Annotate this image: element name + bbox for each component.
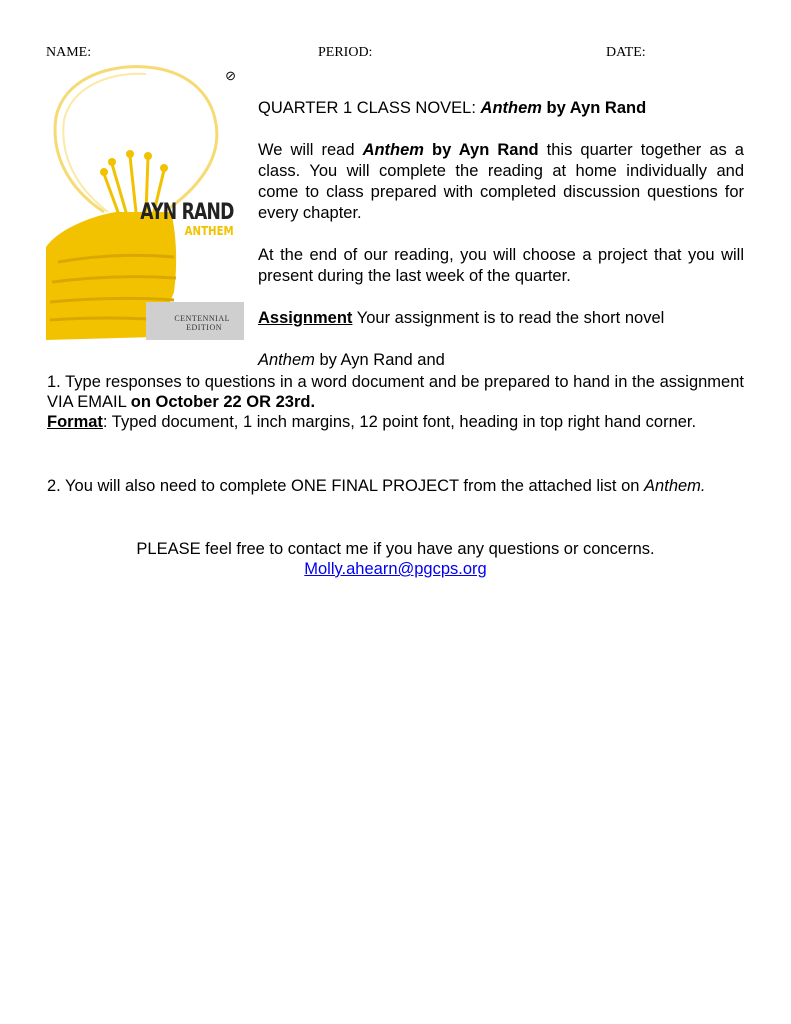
item2-text: 2. You will also need to complete ONE FINAL PROJECT from the attached list on — [47, 477, 645, 495]
intro-section — [258, 98, 744, 371]
period-label: PERIOD: — [318, 45, 373, 60]
edition-line1: CENTENNIAL — [174, 314, 230, 323]
format-label: Format — [47, 413, 103, 431]
assignment-paragraph — [258, 308, 744, 371]
edition-line2: EDITION — [186, 323, 222, 332]
para1-rest: this quarter together as a class. You will complete the reading at home individually and come to class prepared with completed discussion questions for every chapter. — [258, 141, 744, 222]
cover-title: ANTHEM — [184, 224, 234, 238]
closing-section — [47, 539, 744, 579]
cover-author: AYN RAND — [140, 200, 234, 225]
para1-prefix: We will read — [258, 141, 363, 159]
heading-suffix: by Ayn Rand — [541, 99, 647, 117]
assignment-text: Your assignment is to read the short novel — [352, 309, 665, 327]
format-text: : Typed document, 1 inch margins, 12 point font, heading in top right hand corner. — [102, 413, 697, 431]
name-label: NAME: — [46, 45, 92, 60]
heading-prefix: QUARTER 1 CLASS NOVEL: — [258, 99, 481, 117]
book-cover-image — [46, 62, 244, 340]
item-2 — [47, 476, 744, 496]
intro-paragraph — [258, 140, 744, 224]
page-title — [258, 98, 744, 119]
item1-text: 1. Type responses to questions in a word document and be prepared to hand in the assignment VIA EMAIL — [47, 373, 744, 411]
project-paragraph: At the end of our reading, you will choose a project that you will present during the last week of the quarter. — [258, 246, 744, 285]
assignment-rest: by Ayn Rand and — [314, 351, 445, 369]
format-line — [47, 412, 744, 432]
contact-text: PLEASE feel free to contact me if you have any questions or concerns. — [136, 540, 655, 558]
item1-deadline: on October 22 OR 23rd. — [130, 393, 316, 411]
email-link[interactable]: Molly.ahearn@pgcps.org — [304, 560, 487, 578]
heading-title: Anthem — [480, 99, 542, 117]
item-2-section — [47, 476, 744, 496]
publisher-mark: ⊘ — [225, 68, 236, 83]
date-label: DATE: — [606, 45, 646, 60]
email-line — [47, 559, 744, 579]
item-1 — [47, 372, 744, 412]
assignment-title: Anthem — [258, 351, 315, 369]
item2-title: Anthem. — [644, 477, 706, 495]
assignment-label: Assignment — [258, 309, 353, 327]
item-1-section — [47, 372, 744, 432]
para1-title: Anthem — [362, 141, 424, 159]
para1-bold: by Ayn Rand — [423, 141, 539, 159]
